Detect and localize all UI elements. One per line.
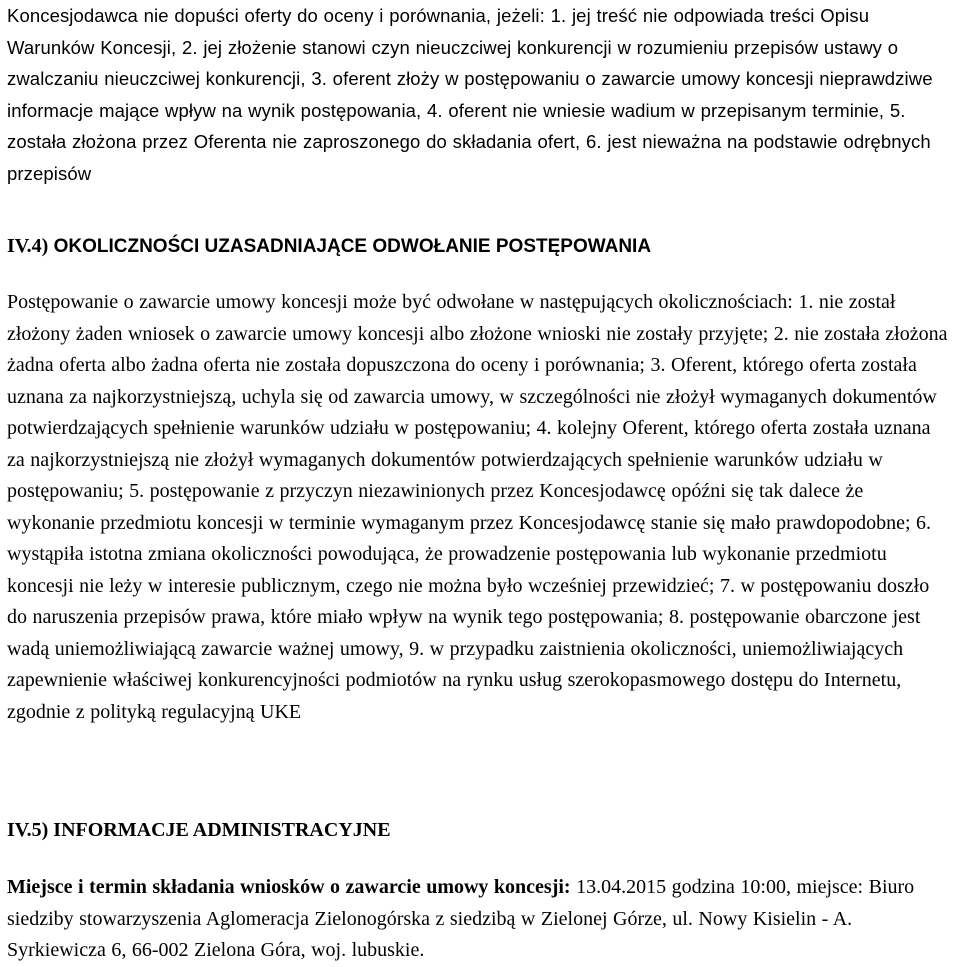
intro-paragraph: Koncesjodawca nie dopuści oferty do oceny i porównania, jeżeli: 1. jej treść nie odpowiada treści Opisu Warunków Koncesji, 2. jej złożenie stanowi czyn nieuczciwej konkurencji w rozumieniu przepisów ustawy o zwalczaniu nieuczciwej konkurencji, 3. oferent złoży w postępowaniu o zawarcie umowy koncesji nieprawdziwe informacje mające wpływ na wynik postępowania, 4. oferent nie wniesie wadium w przepisanym terminie, 5. została złożona przez Oferenta nie zaproszonego do składania ofert, 6. jest nieważna na podstawie odrębnych przepisów bbox=[7, 5, 933, 184]
section-iv4-heading bbox=[7, 231, 651, 262]
section-iv5-heading: IV.5) INFORMACJE ADMINISTRACYJNE bbox=[7, 819, 391, 841]
section-iv5-paragraph bbox=[7, 872, 953, 967]
section-iv4-title: OKOLICZNOŚCI UZASADNIAJĄCE ODWOŁANIE POSTĘPOWANIA bbox=[53, 236, 652, 257]
submission-place-date-label: Miejsce i termin składania wniosków o zawarcie umowy koncesji: bbox=[7, 876, 571, 898]
section-iv4-number: IV.4) bbox=[7, 235, 49, 257]
submission-place-date-value: 13.04.2015 godzina 10:00, miejsce: Biuro siedziby stowarzyszenia Aglomeracja Zielonogórska z siedzibą w Zielonej Górze, ul. Nowy Kisielin - A. Syrkiewicza 6, 66-002 Zielona Góra, woj. lubuskie. bbox=[7, 876, 915, 961]
section-iv4-paragraph: Postępowanie o zawarcie umowy koncesji może być odwołane w następujących okolicznościach: 1. nie został złożony żaden wniosek o zawarcie umowy koncesji albo złożone wnioski nie zostały przyjęte; 2. nie została złożona żadna oferta albo żadna oferta nie została dopuszczona do oceny i porównania; 3. Oferent, którego oferta została uznana za najkorzystniejszą, uchyla się od zawarcia umowy, w szczególności nie złożył wymaganych dokumentów potwierdzających spełnienie warunków udziału w postępowaniu; 4. kolejny Oferent, którego oferta została uznana za najkorzystniejszą nie złożył wymaganych dokumentów potwierdzających spełnienie warunków udziału w postępowaniu; 5. postępowanie z przyczyn niezawinionych przez Koncesjodawcę opóźni się tak dalece że wykonanie przedmiotu koncesji w terminie wymaganym przez Koncesjodawcę stanie się mało prawdopodobne; 6. wystąpiła istotna zmiana okoliczności powodująca, że prowadzenie postępowania lub wykonanie przedmiotu koncesji nie leży w interesie publicznym, czego nie można było wcześniej przewidzieć; 7. w postępowaniu doszło do naruszenia przepisów prawa, które miało wpływ na wynik tego postępowania; 8. postępowanie obarczone jest wadą uniemożliwiającą zawarcie ważnej umowy, 9. w przypadku zaistnienia okoliczności, uniemożliwiających zapewnienie właściwej konkurencyjności podmiotów na rynku usług szerokopasmowego dostępu do Internetu, zgodnie z polityką regulacyjną UKE bbox=[7, 291, 948, 723]
